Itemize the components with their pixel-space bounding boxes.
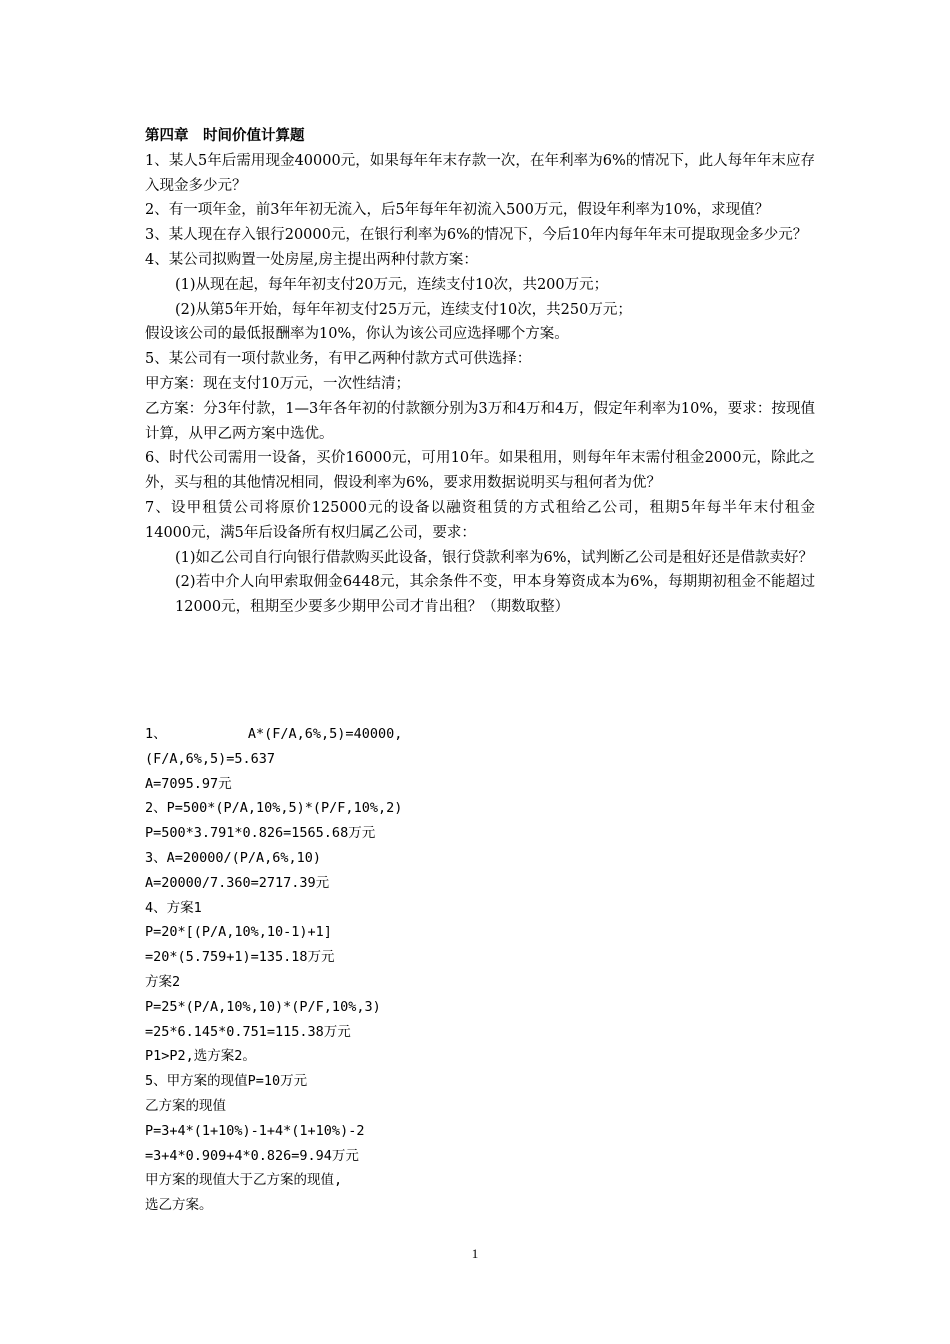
question-4-note: 假设该公司的最低报酬率为10%，你认为该公司应选择哪个方案。 <box>145 326 569 343</box>
question-4: 4、某公司拟购置一处房屋,房主提出两种付款方案： <box>145 251 478 268</box>
question-6: 6、时代公司需用一设备，买价16000元，可用10年。如果租用，则每年年末需付租金2000元，除此之外，买与租的其他情况相同，假设利率为6%，要求用数据说明买与租何者为优？ <box>145 450 815 492</box>
answer-line: P=500*3.791*0.826=1565.68万元 <box>145 825 376 842</box>
answer-line: P=25*(P/A,10%,10)*(P/F,10%,3) <box>145 998 381 1015</box>
answer-line: 1、 A*(F/A,6%,5)=40000, <box>145 726 403 742</box>
answer-line: 2、P=500*(P/A,10%,5)*(P/F,10%,2) <box>145 800 403 817</box>
answer-line: P1>P2,选方案2。 <box>145 1048 256 1065</box>
answer-line: A=7095.97元 <box>145 775 232 792</box>
answer-line: =25*6.145*0.751=115.38万元 <box>145 1023 351 1040</box>
answer-line: =20*(5.759+1)=135.18万元 <box>145 949 335 966</box>
question-5-plan-a: 甲方案：现在支付10万元，一次性结清； <box>145 375 410 392</box>
answer-line: P=20*[(P/A,10%,10-1)+1] <box>145 924 332 941</box>
question-4-option-1: (1)从现在起，每年年初支付20万元，连续支付10次，共200万元； <box>175 276 609 293</box>
answer-line: (F/A,6%,5)=5.637 <box>145 750 276 767</box>
answer-line: =3+4*0.909+4*0.826=9.94万元 <box>145 1147 359 1164</box>
question-5: 5、某公司有一项付款业务，有甲乙两种付款方式可供选择： <box>145 351 532 368</box>
answer-line: P=3+4*(1+10%)-1+4*(1+10%)-2 <box>145 1122 365 1139</box>
answer-line: 3、A=20000/(P/A,6%,10) <box>145 849 322 866</box>
answer-line: 5、甲方案的现值P=10万元 <box>145 1073 308 1090</box>
chapter-title: 第四章 时间价值计算题 <box>145 128 305 144</box>
answer-line: 4、方案1 <box>145 899 202 916</box>
question-4-option-2: (2)从第5年开始，每年年初支付25万元，连续支付10次，共250万元； <box>175 301 632 318</box>
question-7: 7、设甲租赁公司将原价125000元的设备以融资租赁的方式租给乙公司，租期5年每半年末付租金14000元，满5年后设备所有权归属乙公司，要求： <box>145 499 815 541</box>
answers-section <box>145 722 815 1218</box>
question-1: 1、某人5年后需用现金40000元，如果每年年末存款一次，在年利率为6%的情况下，此人每年年末应存入现金多少元？ <box>145 152 815 194</box>
answer-line: 选乙方案。 <box>145 1197 213 1214</box>
question-5-plan-b: 乙方案：分3年付款，1—3年各年初的付款额分别为3万和4万和4万，假定年利率为10%，要求：按现值计算，从甲乙两方案中选优。 <box>145 400 815 442</box>
question-7-part-1: (1)如乙公司自行向银行借款购买此设备，银行贷款利率为6%，试判断乙公司是租好还是借款卖好？ <box>175 549 814 566</box>
answer-line: 方案2 <box>145 973 181 990</box>
question-2: 2、有一项年金，前3年年初无流入，后5年每年年初流入500万元，假设年利率为10%，求现值？ <box>145 202 770 219</box>
answer-line: A=20000/7.360=2717.39元 <box>145 874 330 891</box>
question-7-part-2: (2)若中介人向甲索取佣金6448元，其余条件不变，甲本身筹资成本为6%，每期期初租金不能超过12000元，租期至少要多少期甲公司才肯出租？（期数取整） <box>175 574 815 616</box>
page-number: 1 <box>471 1246 479 1261</box>
question-3: 3、某人现在存入银行20000元，在银行利率为6%的情况下，今后10年内每年年末可提取现金多少元？ <box>145 227 808 244</box>
answer-line: 乙方案的现值 <box>145 1097 226 1114</box>
questions-section <box>145 124 815 620</box>
answer-line: 甲方案的现值大于乙方案的现值, <box>145 1172 343 1189</box>
